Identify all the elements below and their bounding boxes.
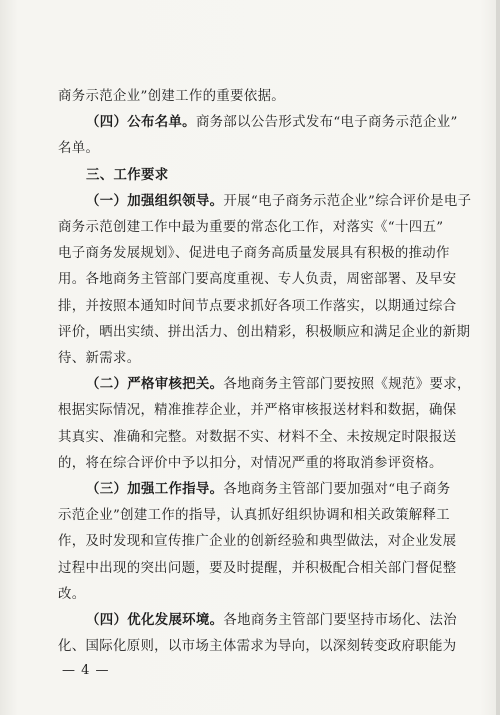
text-line: 化、国际化原则，以市场主体需求为导向，以深刻转变政府职能为 (58, 639, 457, 655)
paragraph-line (58, 608, 457, 634)
text-line: 作，及时发现和宣传推广企业的创新经验和典型做法，对企业发展 (58, 534, 457, 550)
text-line: 用。各地商务主管部门要高度重视、专人负责，周密部署、及早安 (58, 272, 457, 288)
text-line: 商务示范企业”创建工作的重要依据。 (58, 89, 286, 104)
page-edge (496, 0, 500, 715)
text-line: 待、新需求。 (58, 351, 141, 367)
text-line: 商务示范创建工作中最为重要的常态化工作，对落实《“十四五” (58, 220, 444, 236)
text-line: 过程中出现的突出问题，要及时提醒，并积极配合相关部门督促整 (58, 560, 457, 576)
text-line: 其真实、准确和完整。对数据不实、材料不全、未按规定时限报送 (58, 429, 457, 445)
document-body (58, 84, 472, 660)
paragraph-line (58, 372, 471, 398)
section-label: （一）加强组织领导。 (86, 193, 224, 209)
text-line: 示范企业”创建工作的指导，认真抓好组织协调和相关政策解释工 (58, 508, 450, 524)
paragraph-text: 各地商务主管部门要加强对“电子商务 (223, 482, 451, 498)
text-line: 改。 (58, 586, 86, 602)
paragraph-text: 开展“电子商务示范企业”综合评价是电子 (223, 193, 472, 209)
text-line: 评价，晒出实绩、拼出活力、创出精彩，积极顺应和满足企业的新期 (58, 324, 471, 340)
section-heading: 三、工作要求 (86, 167, 169, 183)
text-line: 的，将在综合评价中予以扣分，对情况严重的将取消参评资格。 (58, 455, 443, 471)
text-line: 名单。 (58, 141, 100, 157)
paragraph-line (58, 189, 472, 215)
paragraph-text: 各地商务主管部门要按照《规范》要求， (223, 377, 471, 393)
paragraph-text: 商务部以公告形式发布“电子商务示范企业” (195, 115, 458, 131)
paragraph-text: 各地商务主管部门要坚持市场化、法治 (223, 613, 457, 629)
text-line: 排，并按照本通知时间节点要求抓好各项工作落实，以期通过综合 (58, 298, 457, 314)
section-label: （四）优化发展环境。 (86, 613, 224, 629)
section-label: （三）加强工作指导。 (86, 482, 224, 498)
paragraph-line (58, 110, 458, 136)
text-line: 根据实际情况，精准推荐企业，并严格审核报送材料和数据，确保 (58, 403, 457, 419)
paragraph-line (58, 477, 451, 503)
section-label: （四）公布名单。 (86, 115, 196, 131)
page-number: — 4 — (62, 663, 110, 678)
section-label: （二）严格审核把关。 (86, 377, 224, 393)
text-line: 电子商务发展规划》、促进电子商务高质量发展具有积极的推动作 (58, 246, 450, 262)
